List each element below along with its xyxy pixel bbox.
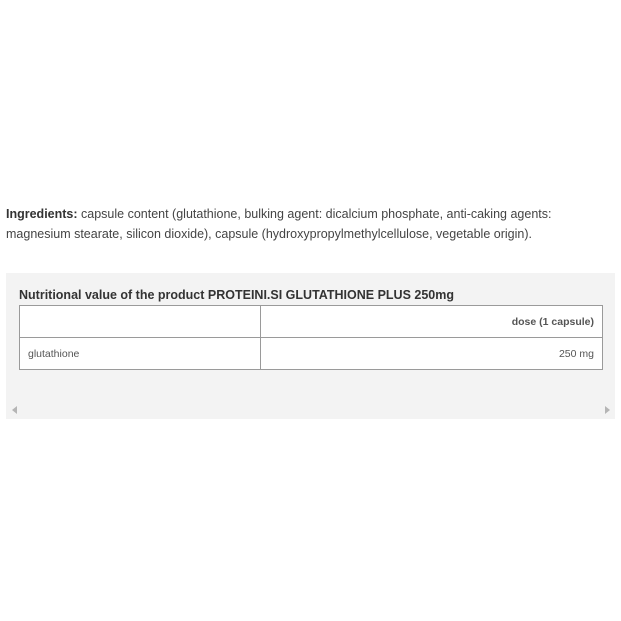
table-row [20,338,603,370]
ingredients-text: capsule content (glutathione, bulking agent: dicalcium phosphate, anti-caking agents: magnesium stearate, silicon dioxide), capsule (hydroxypropylmethylcellulose, vegetable origin). [6,207,552,241]
table-header-row [20,306,603,338]
nutrition-table [19,305,603,370]
ingredients-paragraph [6,204,612,244]
nutrition-table-title: Nutritional value of the product PROTEINI.SI GLUTATHIONE PLUS 250mg [19,288,454,302]
scroll-left-arrow-icon[interactable] [12,406,17,414]
table-cell-nutrient-value: 250 mg [261,338,603,370]
scroll-right-arrow-icon[interactable] [605,406,610,414]
table-header-cell-empty [20,306,261,338]
nutrition-table-container[interactable] [6,273,615,419]
table-header-cell-dose: dose (1 capsule) [261,306,603,338]
ingredients-label: Ingredients: [6,207,78,221]
table-cell-nutrient-name: glutathione [20,338,261,370]
